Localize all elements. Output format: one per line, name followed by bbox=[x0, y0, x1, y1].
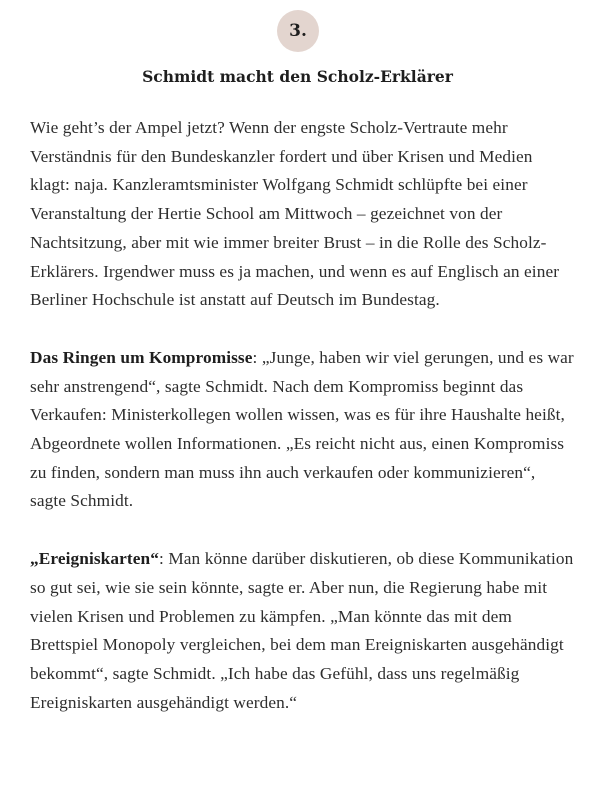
paragraph-text: „Junge, haben wir viel gerungen, und es war sehr anstrengend“, sagte Schmidt. Nach dem Kompromiss beginnt das Verkaufen: Ministerkollegen wollen wissen, was es für ihre Haushalte heißt, Abgeordnete wollen Informationen. „Es reicht nicht aus, einen Kompromiss zu finden, sondern man muss ihn auch verkaufen oder kommunizieren“, sagte Schmidt. bbox=[30, 347, 574, 511]
paragraph-text: Wie geht’s der Ampel jetzt? Wenn der engste Scholz-Vertraute mehr Verständnis für den Bundeskanzler fordert und über Krisen und Medien klagt: naja. Kanzleramtsminister Wolfgang Schmidt schlüpfte bei einer Veranstaltung der Hertie School am Mittwoch – gezeichnet von der Nachtsitzung, aber mit wie immer breiter Brust – in die Rolle des Scholz-Erklärers. Irgendwer muss es ja machen, und wenn es auf Englisch an einer Berliner Hochschule ist anstatt auf Deutsch im Bundestag. bbox=[30, 118, 560, 310]
paragraph-kompromisse bbox=[30, 344, 575, 516]
paragraph-text: Man könne darüber diskutieren, ob diese Kommunikation so gut sei, wie sie sein könnte, sagte er. Aber nun, die Regierung habe mit vielen Krisen und Problemen zu kämpfen. „Man könnte das mit dem Brettspiel Monopoly vergleichen, bei dem man Ereigniskarten ausgehändigt bekommt“, sagte Schmidt. „Ich habe das Gefühl, dass uns regelmäßig Ereigniskarten ausgehändigt werden.“ bbox=[30, 549, 574, 712]
paragraph-lead: „Ereigniskarten“ bbox=[30, 549, 159, 569]
paragraph-ereigniskarten bbox=[30, 545, 575, 717]
paragraph-lead: Das Ringen um Kompromisse bbox=[30, 347, 253, 367]
section-headline: Schmidt macht den Scholz-Erklärer bbox=[142, 67, 453, 86]
article-body bbox=[30, 114, 575, 746]
paragraph-lead-separator: : bbox=[252, 347, 262, 367]
section-number-badge bbox=[277, 10, 319, 52]
section-number: 3. bbox=[289, 21, 307, 41]
paragraph-intro bbox=[30, 114, 575, 315]
paragraph-lead-separator: : bbox=[158, 549, 169, 569]
